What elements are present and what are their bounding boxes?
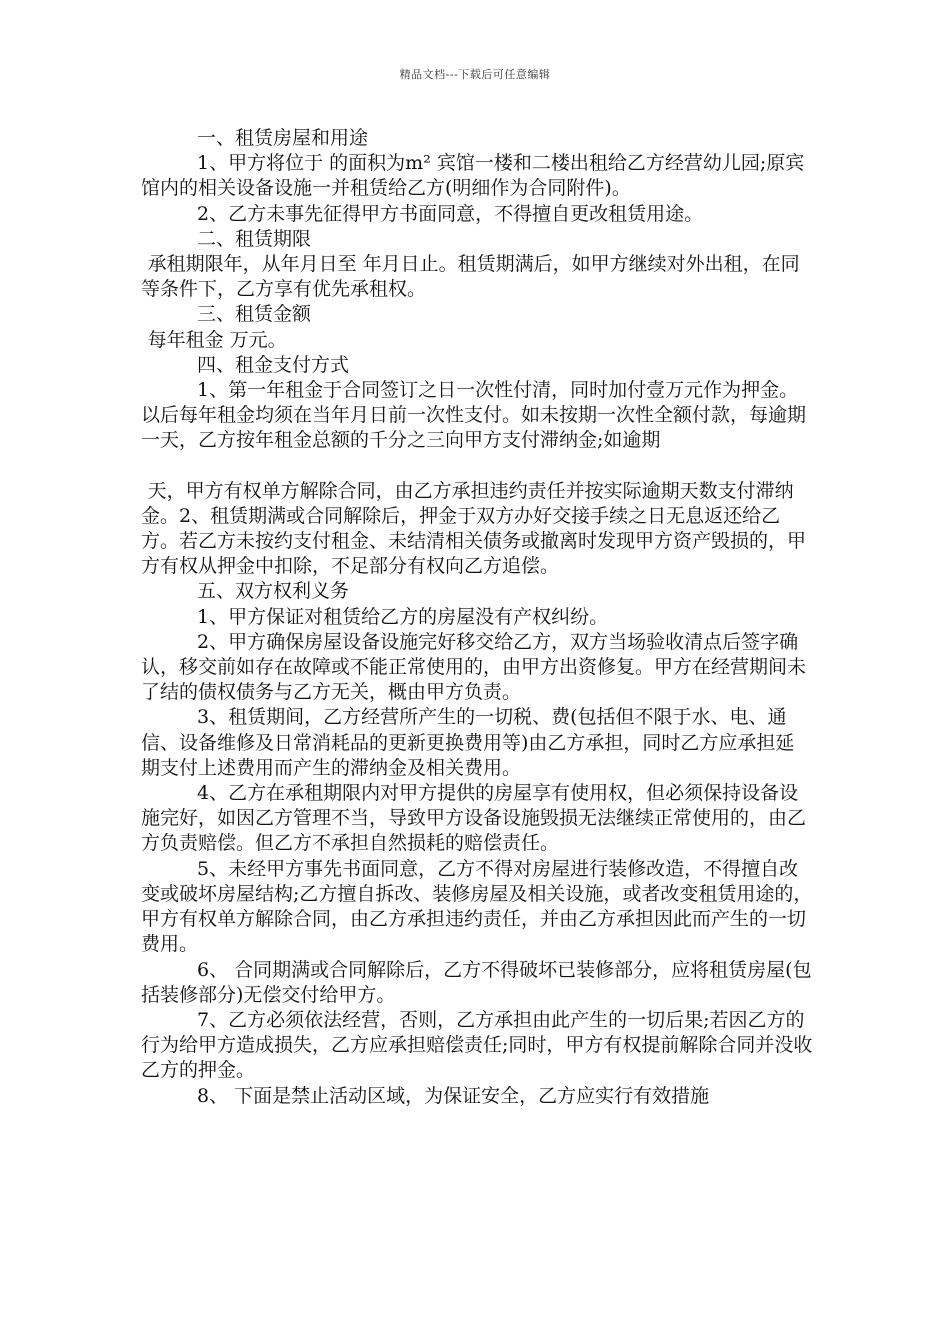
- paragraph: 2、乙方未事先征得甲方书面同意，不得擅自更改租赁用途。: [197, 202, 704, 225]
- paragraph: 天，甲方有权单方解除合同，由乙方承担违约责任并按实际逾期天数支付滞纳金。2、租赁期满或合同解除后，押金于双方办好交接手续之日无息返还给乙方。若乙方未按约支付租金、未结清相关债务或撤离时发现甲方资产毁损的，甲方有权从押金中扣除，不足部分有权向乙方追偿。: [141, 479, 807, 578]
- paragraph: 4、乙方在承租期限内对甲方提供的房屋享有使用权，但必须保持设备设施完好，如因乙方管理不当，导致甲方设备设施毁损无法继续正常使用的，由乙方负责赔偿。但乙方不承担自然损耗的赔偿责任。: [141, 782, 807, 855]
- paragraph: 四、租金支付方式: [197, 353, 350, 376]
- paragraph: 1、甲方将位于 的面积为m² 宾馆一楼和二楼出租给乙方经营幼儿园;原宾馆内的相关设备设施一并租赁给乙方(明细作为合同附件)。: [141, 152, 805, 200]
- paragraph: 2、甲方确保房屋设备设施完好移交给乙方，双方当场验收清点后签字确认，移交前如存在故障或不能正常使用的，由甲方出资修复。甲方在经营期间未了结的债权债务与乙方无关，概由甲方负责。: [141, 630, 807, 704]
- paragraph: 3、租赁期间，乙方经营所产生的一切税、费(包括但不限于水、电、通信、设备维修及日常消耗品的更新更换费用等)由乙方承担，同时乙方应承担延期支付上述费用而产生的滞纳金及相关费用。: [141, 706, 795, 779]
- paragraph: 一、租赁房屋和用途: [197, 127, 369, 149]
- paragraph: 五、双方权利义务: [197, 580, 350, 603]
- page-header: 精品文档---下载后可任意编辑: [399, 68, 551, 81]
- paragraph: 三、租赁金额: [197, 303, 312, 326]
- paragraph: 每年租金 万元。: [147, 328, 287, 351]
- paragraph: 二、租赁期限: [197, 227, 312, 250]
- paragraph: 7、乙方必须依法经营，否则，乙方承担由此产生的一切后果;若因乙方的行为给甲方造成损失，乙方应承担赔偿责任;同时，甲方有权提前解除合同并没收乙方的押金。: [141, 1008, 813, 1082]
- paragraph: 8、 下面是禁止活动区域，为保证安全，乙方应实行有效措施: [197, 1084, 710, 1107]
- paragraph: 5、未经甲方事先书面同意，乙方不得对房屋进行装修改造，不得擅自改变或破坏房屋结构;乙方擅自拆改、装修房屋及相关设施，或者改变租赁用途的，甲方有权单方解除合同，由乙方承担违约责任，并由乙方承担因此而产生的一切费用。: [141, 857, 813, 956]
- paragraph: 1、甲方保证对租赁给乙方的房屋没有产权纠纷。: [197, 605, 609, 628]
- paragraph-gap: [141, 454, 813, 479]
- paragraph: 1、第一年租金于合同签订之日一次性付清，同时加付壹万元作为押金。以后每年租金均须在当年月日前一次性支付。如未按期一次性全额付款，每逾期一天，乙方按年租金总额的千分之三向甲方支付滞纳金;如逾期: [141, 379, 807, 452]
- paragraph: 6、 合同期满或合同解除后，乙方不得破坏已装修部分，应将租赁房屋(包括装修部分)无偿交付给甲方。: [141, 958, 812, 1006]
- paragraph: 承租期限年，从年月日至 年月日止。租赁期满后，如甲方继续对外出租，在同等条件下，乙方享有优先承租权。: [141, 253, 800, 301]
- document-body: [141, 126, 813, 1109]
